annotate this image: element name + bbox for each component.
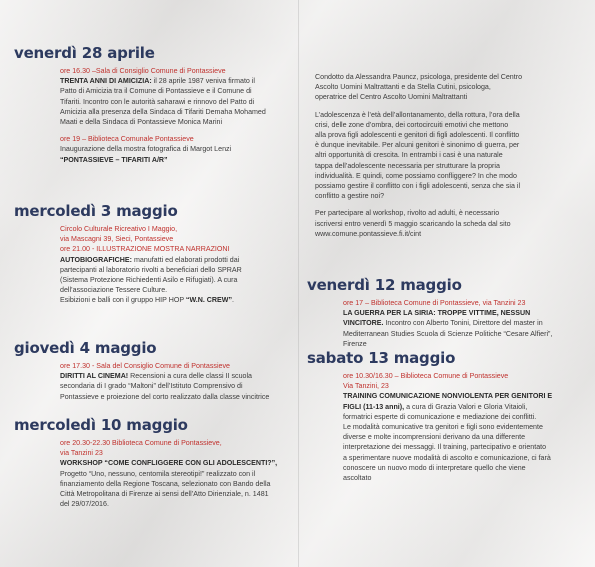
text-line: Città Metropolitana di Firenze ai sensi dell’Atto Dirienziale, n. 1481 <box>60 490 269 499</box>
event-text <box>343 402 579 412</box>
text-line: alla prova figli adolescenti e genitori di figli adolescenti. Il conflitto <box>315 131 520 140</box>
text-line: diverse e molte incomprensioni derivano da una differente <box>343 433 526 442</box>
event-time-location: ore 10.30/16.30 – Biblioteca Comune di Pontassieve <box>343 372 509 380</box>
event-time-location: ore 19 – Biblioteca Comunale Pontassieve <box>60 135 194 144</box>
event-time-location <box>60 244 286 254</box>
text-line: Esibizioni e balli con il gruppo HIP HOP <box>60 296 186 305</box>
text-line: (Sistema Protezione Richiedenti Asilo e Rifugiati). A cura <box>60 276 238 285</box>
text-line: L’adolescenza è l’età dell’allontanamento, della rottura, l’ora della <box>315 110 520 119</box>
event-section-28-april <box>14 44 286 165</box>
workshop-description <box>315 72 587 239</box>
event-time-location: ore 17 – Biblioteca Comune di Pontassieve, via Tanzini 23 <box>343 299 526 307</box>
text-line: Amicizia alla presenza della Sindaca di Tifariti Demaha Mohamed <box>60 107 266 116</box>
text-line: . <box>232 296 235 305</box>
text-line: interpretazione dei messaggi. Il training, partecipativo e orientato <box>343 443 547 452</box>
day-heading: mercoledì 10 maggio <box>14 416 188 434</box>
event-body <box>60 361 286 402</box>
text-line: Per partecipare al workshop, rivolto ad adulti, è necessario <box>315 209 500 218</box>
event-section-3-may <box>14 202 286 306</box>
day-heading: mercoledì 3 maggio <box>14 202 178 220</box>
text-line: iscriversi entro venerdì 5 maggio scaricando la scheda dal sito <box>315 219 511 228</box>
event-body <box>60 224 286 306</box>
event-title: WORKSHOP “COME CONFLIGGERE CON GLI ADOLESCENTI?”, <box>60 459 278 468</box>
text-line: Tifariti. Incontro con le autorità saharawi e rinnovo del Patto di <box>60 97 255 106</box>
event-title: LA GUERRA PER LA SIRIA: TROPPE VITTIME, NESSUN <box>343 309 531 318</box>
day-heading: venerdì 12 maggio <box>307 276 462 294</box>
event-section-4-may <box>14 339 286 402</box>
event-body <box>60 438 286 509</box>
text-line: Inaugurazione della mostra fotografica di Margot Lenzi <box>60 145 232 154</box>
text-line: è dunque inevitabile. Per alcuni genitori è sinonimo di guerra, per <box>315 141 520 150</box>
event-title: DIRITTI AL CINEMA! <box>60 372 129 381</box>
event-time-location: ore 16.30 –Sala di Consiglio Comune di Pontassieve <box>60 67 226 75</box>
text-line: manufatti ed elaborati prodotti dai <box>132 255 240 264</box>
event-title: VINCITORE. <box>343 319 384 328</box>
text-line: del 29/07/2016. <box>60 500 109 509</box>
event-body <box>343 371 579 483</box>
event-text <box>60 371 286 381</box>
column-divider <box>298 0 299 567</box>
event-location: Via Tanzini, 23 <box>343 382 389 391</box>
text-line: altri opportunità di crescita. In entrambi i casi è una naturale <box>315 151 503 160</box>
event-text <box>60 76 286 86</box>
event-title: AUTOBIOGRAFICHE: <box>60 255 132 264</box>
group-name: “W.N. CREW” <box>185 296 233 305</box>
event-text <box>60 295 286 305</box>
text-line: possiamo gestire il conflitto con i figli adolescenti, senza che sia il <box>315 182 521 191</box>
text-line: Maati e della Sindaca di Pontassieve Monica Marini <box>60 118 223 127</box>
event-section-12-may <box>307 276 579 349</box>
day-heading: venerdì 28 aprile <box>14 44 155 62</box>
event-section-13-may <box>307 349 579 483</box>
text-line: Firenze <box>343 339 367 348</box>
text-line: operatrice del Centro Ascolto Uomini Maltrattanti <box>315 93 468 102</box>
event-title: “PONTASSIEVE – TIFARITI A/R” <box>60 155 168 164</box>
text-line: Ascolto Uomini Maltrattanti e da Stella Cutini, psicologa, <box>315 83 491 92</box>
text-line: Patto di Amicizia tra il Comune di Pontassieve e il Comune di <box>60 87 252 96</box>
event-time-location: ore 17.30 - Sala del Consiglio Comune di Pontassieve <box>60 362 230 370</box>
text-line: Le modalità comunicative tra genitori e figli sono evidentemente <box>343 423 543 432</box>
event-location: via Tanzini 23 <box>60 449 103 458</box>
website-link[interactable]: www.comune.pontassieve.fi.it/cint <box>315 229 422 238</box>
text-line: a cura di Grazia Valori e Gloria Vitaioli, <box>404 402 528 411</box>
event-text <box>60 255 286 265</box>
text-line: partecipanti al laboratorio rivolti a beneficiari dello SPRAR <box>60 265 242 274</box>
event-title: FIGLI (11-13 anni), <box>343 402 405 411</box>
text-line: il 28 aprile 1987 veniva firmato il <box>151 77 255 86</box>
text-line: Progetto “Uno, nessuno, centomila stereotipi!” realizzato con il <box>60 469 256 478</box>
text-line: Pontassieve e proiezione del corto realizzato dalla classe vincitrice <box>60 392 270 401</box>
event-section-10-may <box>14 416 286 509</box>
event-time: ore 21.00 - ILLUSTRAZIONE MOSTRA NARRAZIONI <box>60 245 230 254</box>
day-heading: sabato 13 maggio <box>307 349 456 367</box>
event-time-location: ore 20.30-22.30 Biblioteca Comune di Pontassieve, <box>60 439 222 447</box>
text-line: Recensioni a cura delle classi II scuola <box>128 372 252 381</box>
text-line: Condotto da Alessandra Pauncz, psicologa, presidente del Centro <box>315 73 523 81</box>
text-line: ascoltato <box>343 474 372 483</box>
event-text <box>343 318 579 328</box>
text-line: dell’associazione Tessere Culture. <box>60 286 168 295</box>
text-line: crisi, delle zone d’ombra, dei cortocircuiti emotivi che mettono <box>315 120 509 129</box>
text-line: conoscere un nuovo modo di interpretare quello che viene <box>343 463 526 472</box>
text-line: finanziamento della Regione Toscana, selezionato con Bando della <box>60 479 271 488</box>
text-line: tappa dell’adolescente necessaria per strutturare la propria <box>315 161 500 170</box>
event-body <box>60 66 286 165</box>
day-heading: giovedì 4 maggio <box>14 339 157 357</box>
event-body <box>343 298 579 349</box>
text-line: a sperimentare nuove modalità di ascolto e comunicazione, ci farà <box>343 453 551 462</box>
event-location: Circolo Culturale Ricreativo I Maggio, <box>60 225 178 233</box>
event-location: via Mascagni 39, Sieci, Pontassieve <box>60 235 174 244</box>
event-title: TRENTA ANNI DI AMICIZIA: <box>60 77 152 86</box>
event-title: TRAINING COMUNICAZIONE NONVIOLENTA PER GENITORI E <box>343 392 553 401</box>
text-line: Mediterranean Studies Scuola di Scienze Politiche “Cesare Alfieri”, <box>343 329 553 338</box>
text-line: Incontro con Alberto Tonini, Direttore del master in <box>383 319 543 328</box>
text-line: secondaria di I grado “Maltoni” dell’Istituto Comprensivo di <box>60 382 243 391</box>
text-line: individualità. E quindi, come possiamo confliggere? In che modo <box>315 171 517 180</box>
text-line: conflitto a gestire noi? <box>315 192 385 201</box>
text-line: formatrici esperte di comunicazione e mediazione dei conflitti. <box>343 412 537 421</box>
